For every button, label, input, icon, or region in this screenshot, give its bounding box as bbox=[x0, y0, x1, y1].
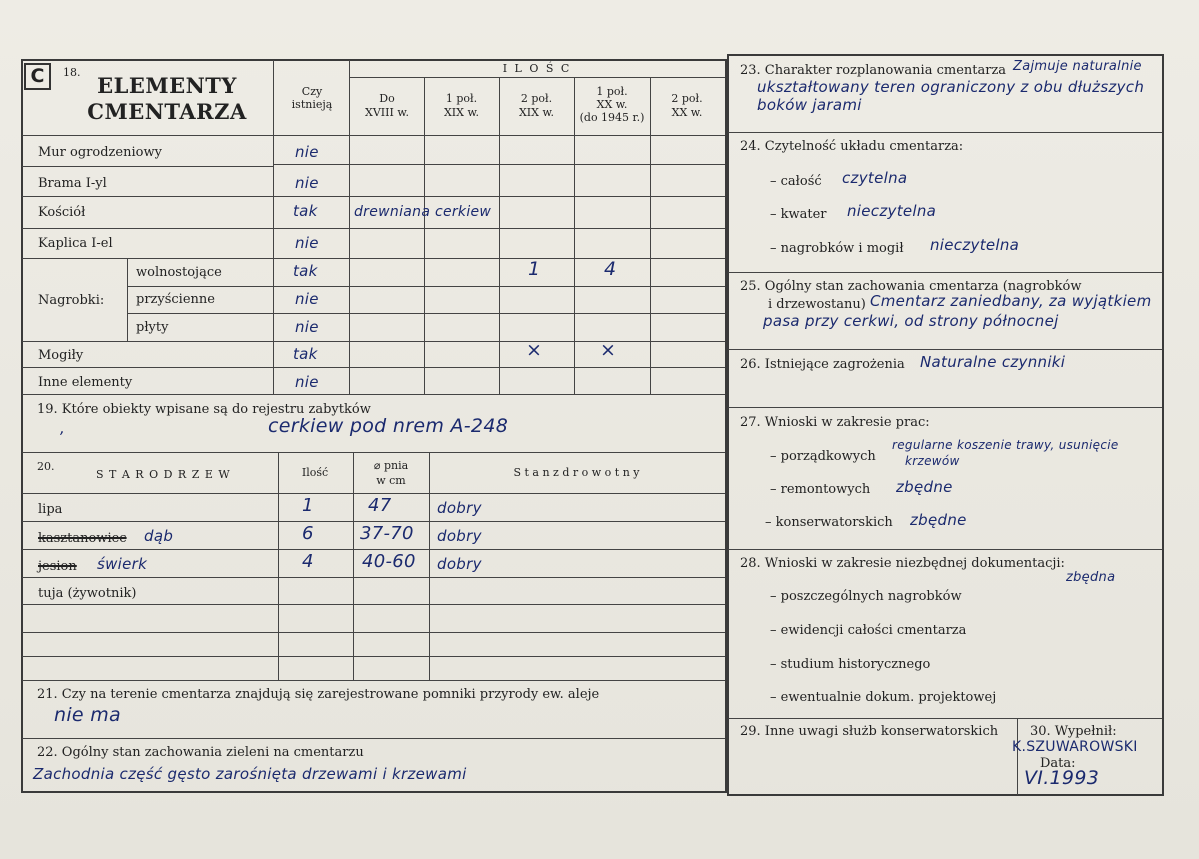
grid-line bbox=[728, 349, 1162, 350]
period-4-l2: XX w. bbox=[596, 98, 628, 111]
card-letter-box: C bbox=[24, 63, 51, 90]
grid-line bbox=[22, 632, 725, 633]
row-label-nagrobki: Nagrobki: bbox=[38, 293, 105, 308]
grid-line bbox=[22, 738, 725, 739]
grid-line bbox=[499, 77, 500, 394]
period-2-l1: 1 poł. bbox=[445, 92, 478, 105]
trees-col-health: S t a n z d r o w o t n y bbox=[513, 466, 640, 479]
period-5-l2: XX w. bbox=[671, 106, 703, 119]
q30-date: VI.1993 bbox=[1024, 767, 1100, 789]
grid-line bbox=[728, 407, 1162, 408]
q28-item-2: – ewidencji całości cmentarza bbox=[770, 623, 967, 638]
kosciol-note: drewniana cerkiew bbox=[354, 204, 492, 220]
exists-header-2: istnieją bbox=[291, 98, 333, 111]
tree-diam-3: 40-60 bbox=[362, 551, 416, 572]
grid-line bbox=[22, 577, 725, 578]
exists-plyty: nie bbox=[295, 318, 319, 336]
q27-answer-porzadkowych-2: krzewów bbox=[905, 454, 960, 468]
grid-line bbox=[22, 394, 725, 395]
q24-item-kwater: – kwater bbox=[770, 207, 827, 222]
exists-przyscienne: nie bbox=[295, 290, 319, 308]
q30-label: 30. Wypełnił: bbox=[1030, 724, 1117, 739]
grid-line bbox=[127, 313, 725, 314]
grid-line bbox=[22, 521, 725, 522]
q25-label-l1: 25. Ogólny stan zachowania cmentarza (nagrobków bbox=[740, 279, 1082, 294]
grid-line bbox=[728, 718, 1162, 719]
q30-date-label: Data: bbox=[1040, 756, 1076, 771]
q21-label: 21. Czy na terenie cmentarza znajdują się zarejestrowane pomniki przyrody ew. aleje bbox=[37, 687, 600, 702]
q27-label: 27. Wnioski w zakresie prac: bbox=[740, 415, 930, 430]
grid-line bbox=[22, 341, 725, 342]
exists-kaplica: nie bbox=[295, 234, 319, 252]
q26-answer: Naturalne czynniki bbox=[920, 353, 1066, 371]
q27-answer-porzadkowych: regularne koszenie trawy, usunięcie bbox=[892, 438, 1119, 452]
trees-header: S T A R O D R Z E W bbox=[96, 468, 231, 481]
exists-kosciol: tak bbox=[293, 202, 318, 220]
grid-line bbox=[574, 77, 575, 394]
row-label-brama: Brama I-yl bbox=[38, 176, 107, 191]
q28-answer: zbędna bbox=[1066, 570, 1116, 585]
grid-line bbox=[22, 680, 725, 681]
grid-line bbox=[22, 258, 725, 259]
period-1-l1: Do bbox=[379, 92, 395, 105]
exists-inne: nie bbox=[295, 373, 319, 391]
section-18-title-line2: CMENTARZA bbox=[87, 99, 247, 124]
q24-answer-calosc: czytelna bbox=[842, 169, 908, 187]
row-label-mogily: Mogiły bbox=[38, 348, 84, 363]
tree-name-hw-dab: dąb bbox=[144, 527, 174, 545]
row-label-wolnostojace: wolnostojące bbox=[136, 265, 222, 280]
grid-line bbox=[22, 656, 725, 657]
q28-item-3: – studium historycznego bbox=[770, 657, 931, 672]
period-5-l1: 2 poł. bbox=[671, 92, 703, 105]
q27-item-konserwatorskich: – konserwatorskich bbox=[765, 515, 893, 530]
tree-health-3: dobry bbox=[437, 555, 482, 573]
period-3-l1: 2 poł. bbox=[520, 92, 553, 105]
grid-line bbox=[22, 196, 725, 197]
q28-label: 28. Wnioski w zakresie niezbędnej dokumentacji: bbox=[740, 556, 1065, 571]
grid-line bbox=[353, 452, 354, 680]
grid-line bbox=[273, 164, 725, 165]
grid-line bbox=[22, 367, 725, 368]
grid-line bbox=[22, 493, 725, 494]
q27-item-remontowych: – remontowych bbox=[770, 482, 871, 497]
q29-label: 29. Inne uwagi służb konserwatorskich bbox=[740, 724, 999, 739]
exists-mogily: tak bbox=[293, 345, 318, 363]
q24-label: 24. Czytelność układu cmentarza: bbox=[740, 139, 964, 154]
q27-answer-remontowych: zbędne bbox=[896, 478, 953, 496]
grid-line bbox=[22, 604, 725, 605]
tree-name-lipa: lipa bbox=[38, 502, 63, 517]
tree-diam-1: 47 bbox=[368, 495, 392, 516]
q24-answer-nagrobkow: nieczytelna bbox=[930, 236, 1020, 254]
grid-line bbox=[728, 132, 1162, 133]
grid-line bbox=[127, 258, 128, 341]
grid-line bbox=[349, 60, 350, 394]
q19-label: 19. Które obiekty wpisane są do rejestru zabytków bbox=[37, 402, 371, 417]
q30-name: K.SZUWAROWSKI bbox=[1012, 739, 1138, 755]
row-label-plyty: płyty bbox=[136, 320, 169, 335]
q24-item-nagrobkow: – nagrobków i mogił bbox=[770, 241, 904, 256]
q25-answer-l2: pasa przy cerkwi, od strony północnej bbox=[763, 312, 1059, 330]
q23-label: 23. Charakter rozplanowania cmentarza bbox=[740, 63, 1007, 78]
grid-line bbox=[1017, 718, 1018, 795]
tree-name-struck-kasztanowiec: kasztanowiec bbox=[38, 531, 127, 546]
tree-health-1: dobry bbox=[437, 499, 482, 517]
grid-line bbox=[22, 452, 725, 453]
exists-header-1: Czy bbox=[301, 85, 323, 98]
ilosc-header: I L O Ś C bbox=[502, 62, 572, 75]
tree-health-2: dobry bbox=[437, 527, 482, 545]
q24-item-calosc: – całość bbox=[770, 174, 822, 189]
grid-line bbox=[22, 228, 725, 229]
trees-col-diam-2: w cm bbox=[376, 474, 406, 487]
grid-line bbox=[429, 452, 430, 680]
q23-answer-l1: Zajmuje naturalnie bbox=[1013, 59, 1142, 74]
grid-line bbox=[650, 77, 651, 394]
q19-answer: cerkiew pod nrem A-248 bbox=[268, 415, 509, 437]
tree-name-tuja: tuja (żywotnik) bbox=[38, 586, 137, 601]
grid-line bbox=[728, 549, 1162, 550]
period-3-l2: XIX w. bbox=[518, 106, 555, 119]
exists-wolnostojace: tak bbox=[293, 262, 318, 280]
q25-answer-l1: Cmentarz zaniedbany, za wyjątkiem bbox=[870, 292, 1152, 310]
period-4-l3: (do 1945 r.) bbox=[579, 111, 645, 124]
q26-label: 26. Istniejące zagrożenia bbox=[740, 357, 905, 372]
exists-mur: nie bbox=[295, 143, 319, 161]
period-1-l2: XVIII w. bbox=[365, 106, 409, 119]
q22-answer: Zachodnia część gęsto zarośnięta drzewami i krzewami bbox=[33, 765, 467, 783]
tree-name-struck-jesion: jesion bbox=[38, 559, 77, 574]
mogily-1pol-xx: × bbox=[600, 339, 617, 361]
trees-col-qty: Ilość bbox=[301, 466, 329, 479]
section-20-number: 20. bbox=[37, 460, 55, 473]
tree-name-hw-swierk: świerk bbox=[97, 555, 148, 573]
wolnostojace-1pol-xx: 4 bbox=[604, 258, 617, 280]
grid-line bbox=[728, 272, 1162, 273]
tree-diam-2: 37-70 bbox=[360, 523, 414, 544]
q23-answer-l2: ukształtowany teren ograniczony z obu dłuższych bbox=[757, 78, 1145, 96]
q23-answer-l3: boków jarami bbox=[757, 96, 862, 114]
mogily-2pol-xix: × bbox=[526, 339, 543, 361]
q24-answer-kwater: nieczytelna bbox=[847, 202, 937, 220]
tree-qty-2: 6 bbox=[302, 523, 314, 544]
row-label-mur: Mur ogrodzeniowy bbox=[38, 145, 162, 160]
q19-dot: , bbox=[60, 419, 66, 437]
tree-qty-3: 4 bbox=[302, 551, 314, 572]
grid-line bbox=[349, 77, 725, 78]
tree-qty-1: 1 bbox=[302, 495, 314, 516]
row-label-przyscienne: przyścienne bbox=[136, 292, 215, 307]
grid-line bbox=[127, 286, 725, 287]
q28-item-1: – poszczególnych nagrobków bbox=[770, 589, 962, 604]
q28-item-4: – ewentualnie dokum. projektowej bbox=[770, 690, 997, 705]
grid-line bbox=[278, 452, 279, 680]
grid-line bbox=[273, 60, 274, 394]
section-18-title-line1: ELEMENTY bbox=[97, 73, 237, 98]
wolnostojace-2pol-xix: 1 bbox=[528, 258, 541, 280]
q27-item-porzadkowych: – porządkowych bbox=[770, 449, 876, 464]
grid-line bbox=[22, 166, 273, 167]
period-4-l1: 1 poł. bbox=[596, 85, 628, 98]
exists-brama: nie bbox=[295, 174, 319, 192]
grid-line bbox=[424, 77, 425, 394]
q22-label: 22. Ogólny stan zachowania zieleni na cmentarzu bbox=[37, 745, 364, 760]
period-2-l2: XIX w. bbox=[443, 106, 480, 119]
q27-answer-konserwatorskich: zbędne bbox=[910, 511, 967, 529]
row-label-kaplica: Kaplica I-el bbox=[38, 236, 113, 251]
grid-line bbox=[22, 135, 725, 136]
grid-line bbox=[22, 549, 725, 550]
q25-label-l2: i drzewostanu) bbox=[768, 297, 866, 312]
row-label-inne: Inne elementy bbox=[38, 375, 133, 390]
trees-col-diam-1: ⌀ pnia bbox=[373, 459, 409, 472]
section-18-number: 18. bbox=[63, 66, 81, 79]
row-label-kosciol: Kościół bbox=[38, 205, 86, 220]
q21-answer: nie ma bbox=[54, 704, 122, 726]
